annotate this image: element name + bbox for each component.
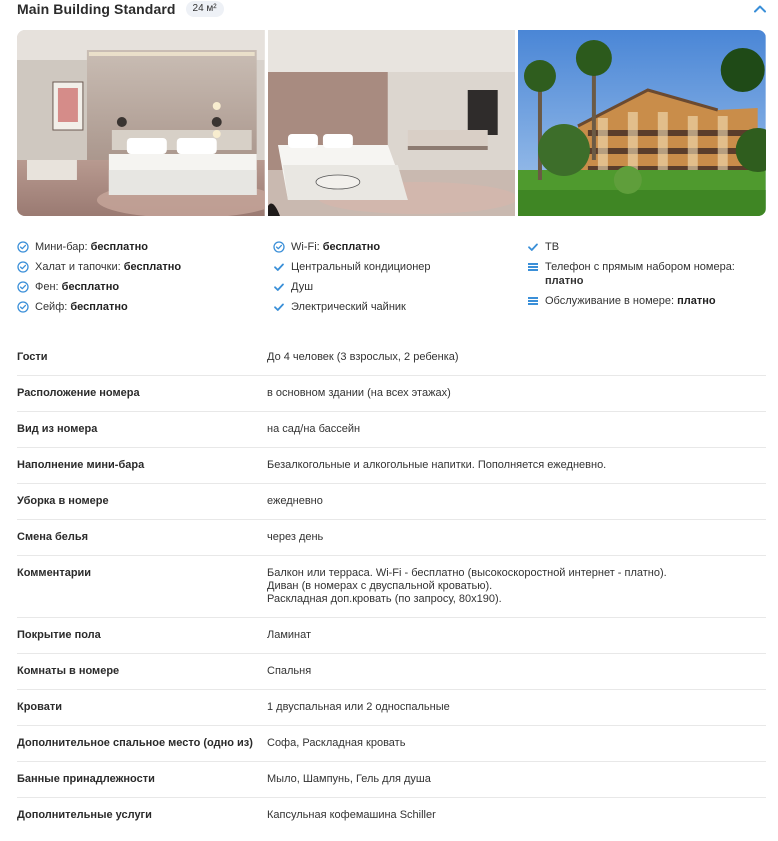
detail-row-extra-bed — [17, 726, 766, 762]
amenity-value: бесплатно — [90, 241, 148, 253]
detail-row-comments — [17, 556, 766, 618]
amenity-label: Мини-бар: — [35, 241, 91, 253]
amenity-value: бесплатно — [61, 281, 120, 293]
detail-value — [267, 495, 766, 508]
amenity-shower — [273, 280, 527, 300]
check-icon — [273, 261, 285, 273]
amenity-phone — [527, 260, 766, 294]
detail-key: Гости — [17, 351, 48, 363]
check-icon — [527, 241, 539, 253]
amenity-label: Электрический чайник — [291, 301, 406, 313]
amenity-robe — [17, 260, 273, 280]
circle-check-icon — [17, 281, 29, 293]
room-details-table — [17, 340, 766, 833]
amenity-safe — [17, 300, 273, 320]
chevron-up-icon[interactable] — [752, 1, 768, 17]
detail-value — [267, 567, 766, 606]
detail-value — [267, 629, 766, 642]
detail-value — [267, 773, 766, 786]
detail-value — [267, 423, 766, 436]
detail-value-line: в основном здании (на всех этажах) — [267, 387, 451, 399]
detail-value — [267, 665, 766, 678]
amenity-label: ТВ — [545, 241, 560, 253]
amenities — [17, 240, 766, 320]
amenity-label: Телефон с прямым набором номера: — [545, 261, 735, 273]
detail-row-location — [17, 376, 766, 412]
amenity-tv — [527, 240, 766, 260]
detail-value-line: 1 двуспальная или 2 односпальные — [267, 701, 450, 713]
bedroom-photo[interactable] — [17, 30, 265, 216]
detail-value-line: ежедневно — [267, 495, 323, 507]
detail-key: Уборка в номере — [17, 495, 109, 507]
detail-value-line: на сад/на бассейн — [267, 423, 361, 435]
room-title: Main Building Standard — [17, 1, 176, 17]
check-icon — [273, 281, 285, 293]
amenities-column-3 — [527, 240, 766, 320]
amenity-label: Центральный кондиционер — [291, 261, 431, 273]
area-badge: 24 м² — [186, 1, 224, 17]
detail-value-line: Мыло, Шампунь, Гель для душа — [267, 773, 431, 785]
detail-value-line: Софа, Раскладная кровать — [267, 737, 406, 749]
detail-row-toiletries — [17, 762, 766, 798]
detail-key: Банные принадлежности — [17, 773, 155, 785]
amenity-label: Сейф: — [35, 301, 71, 313]
detail-value-line: через день — [267, 531, 324, 543]
amenity-label: Фен: — [35, 281, 62, 293]
detail-value-line: Ламинат — [267, 629, 312, 641]
detail-row-beds — [17, 690, 766, 726]
amenity-hairdryer — [17, 280, 273, 300]
amenity-wifi — [273, 240, 527, 260]
amenity-value: бесплатно — [322, 241, 381, 253]
amenity-label: Душ — [291, 281, 314, 293]
detail-row-linen — [17, 520, 766, 556]
circle-check-icon — [17, 261, 29, 273]
detail-row-view — [17, 412, 766, 448]
detail-value — [267, 351, 766, 364]
detail-key: Кровати — [17, 701, 63, 713]
detail-key: Наполнение мини-бара — [17, 459, 145, 471]
detail-key: Расположение номера — [17, 387, 140, 399]
detail-row-extra-services — [17, 798, 766, 833]
circle-check-icon — [273, 241, 285, 253]
amenity-label: Халат и тапочки: — [35, 261, 124, 273]
detail-value — [267, 809, 766, 822]
detail-row-floor — [17, 618, 766, 654]
amenity-label: Обслуживание в номере: — [545, 295, 678, 307]
list-icon — [527, 295, 539, 307]
check-icon — [273, 301, 285, 313]
amenity-value: бесплатно — [70, 301, 128, 313]
detail-row-cleaning — [17, 484, 766, 520]
amenity-label: Wi-Fi: — [291, 241, 323, 253]
amenity-minibar — [17, 240, 273, 260]
amenity-value: платно — [677, 295, 716, 307]
detail-row-rooms — [17, 654, 766, 690]
detail-value-line: Диван (в номерах с двуспальной кроватью). — [267, 580, 493, 592]
photo-gallery — [17, 30, 766, 216]
amenity-air-conditioner — [273, 260, 527, 280]
bedroom-tv-photo[interactable] — [268, 30, 516, 216]
detail-value-line: Безалкогольные и алкогольные напитки. Пополняется ежедневно. — [267, 459, 607, 471]
amenities-column-2 — [273, 240, 527, 320]
detail-key: Дополнительное спальное место (одно из) — [17, 737, 253, 749]
detail-value-line: Раскладная доп.кровать (по запросу, 80x190). — [267, 593, 502, 605]
detail-key: Дополнительные услуги — [17, 809, 152, 821]
detail-key: Комнаты в номере — [17, 665, 120, 677]
detail-value-line: Капсульная кофемашина Schiller — [267, 809, 436, 821]
detail-value — [267, 459, 766, 472]
detail-key: Смена белья — [17, 531, 89, 543]
detail-value-line: До 4 человек (3 взрослых, 2 ребенка) — [267, 351, 459, 363]
building-exterior-photo[interactable] — [518, 30, 766, 216]
list-icon — [527, 261, 539, 273]
detail-value-line: Спальня — [267, 665, 312, 677]
amenities-column-1 — [17, 240, 273, 320]
detail-value — [267, 387, 766, 400]
amenity-room-service — [527, 294, 766, 314]
amenity-value: платно — [545, 275, 584, 287]
amenity-kettle — [273, 300, 527, 320]
detail-value — [267, 531, 766, 544]
detail-row-minibar — [17, 448, 766, 484]
room-header — [17, 0, 778, 18]
circle-check-icon — [17, 241, 29, 253]
circle-check-icon — [17, 301, 29, 313]
detail-value — [267, 701, 766, 714]
detail-key: Покрытие пола — [17, 629, 101, 641]
amenity-value: бесплатно — [123, 261, 182, 273]
detail-value-line: Балкон или терраса. Wi-Fi - бесплатно (высокоскоростной интернет - платно). — [267, 567, 667, 579]
detail-key: Комментарии — [17, 567, 92, 579]
detail-row-guests — [17, 340, 766, 376]
detail-key: Вид из номера — [17, 423, 98, 435]
detail-value — [267, 737, 766, 750]
